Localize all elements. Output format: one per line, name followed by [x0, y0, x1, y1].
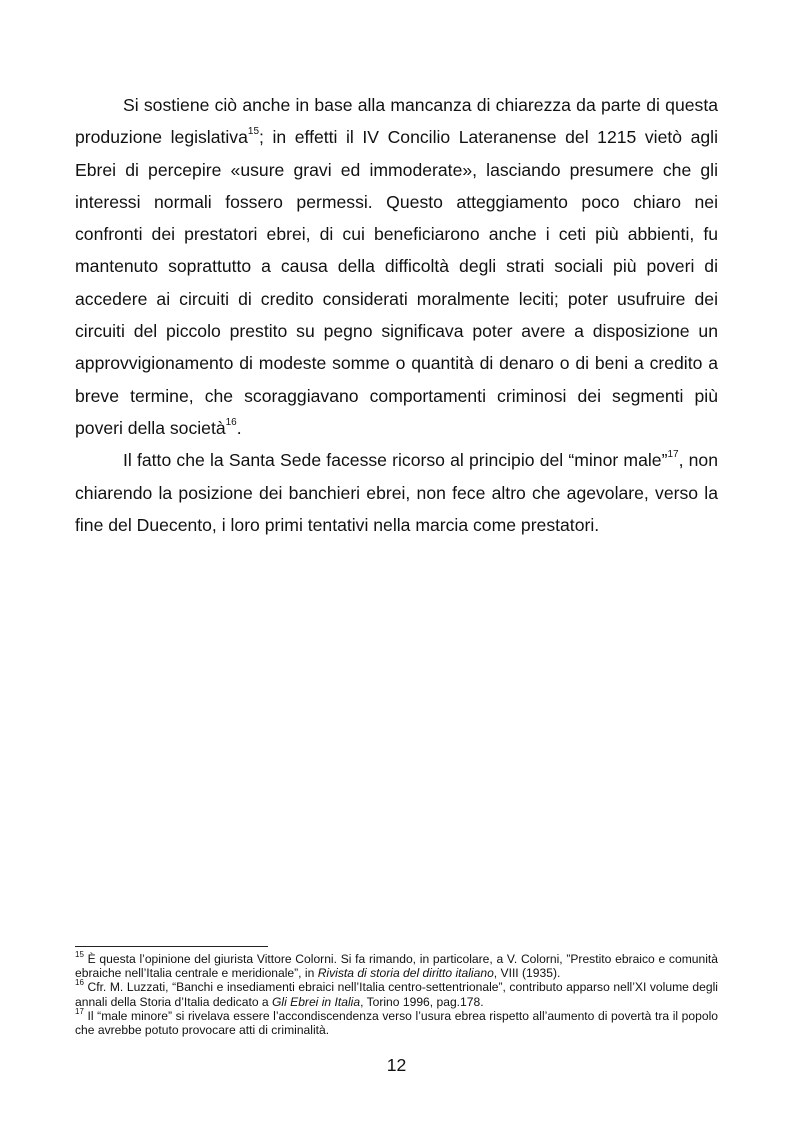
body-text [75, 89, 718, 541]
footnote-ref-15[interactable]: 15 [247, 126, 260, 138]
footnote-16: $^{16}$ Cfr. M. Luzzati, “Banchi e insediamenti ebraici nell’Italia centro-settentrionale”, contributo apparso nell’XI volume degli annali della Storia d’Italia dedicato a Gli Ebrei in Italia, Torino 1996, pag.178. [75, 978, 718, 1009]
page-number: 12 [386, 1055, 407, 1075]
paragraph-2: Il fatto che la Santa Sede facesse ricorso al principio del “minor male”$^{17}$, non chiarendo la posizione dei banchieri ebrei, non fece altro che agevolare, verso la fine del Duecento, i loro primi tentativi nella marcia come prestatori. [75, 449, 718, 535]
footnote-ref-16[interactable]: 16 [225, 417, 237, 429]
footnote-ref-17[interactable]: 17 [667, 449, 679, 461]
footnote-separator [75, 946, 268, 947]
footnote-17: $^{17}$ Il “male minore” si rivelava essere l’accondiscendenza verso l’usura ebrea rispetto all’aumento di povertà tra il popolo che avrebbe potuto provocare atti di criminalità. [75, 1006, 718, 1038]
footnotes [75, 949, 718, 1038]
footnote-15: $^{15}$ È questa l’opinione del giurista Vittore Colorni. Si fa rimando, in particolare, a V. Colorni, ”Prestito ebraico e comunità ebraiche nell’Italia centrale e meridionale”, in Rivista di storia del diritto italiano, VIII (1935). [75, 949, 718, 981]
paragraph-1: Si sostiene ciò anche in base alla mancanza di chiarezza da parte di questa produzione legislativa$^{15}$; in effetti il IV Concilio Lateranense del 1215 vietò agli Ebrei di percepire «usure gravi ed immoderate», lasciando presumere che gli interessi normali fossero permessi. Questo atteggiamento poco chiaro nei confronti dei prestatori ebrei, di cui beneficiarono anche i ceti più abbienti, fu mantenuto soprattutto a causa della difficoltà degli strati sociali più poveri di accedere ai circuiti di credito considerati moralmente leciti; poter usufruire dei circuiti del piccolo prestito su pegno significava poter avere a disposizione un approvvigionamento di modeste somme o quantità di denaro o di beni a credito a breve termine, che scoraggiavano comportamenti criminosi dei segmenti più poveri della società$^{16}$. [75, 95, 718, 438]
